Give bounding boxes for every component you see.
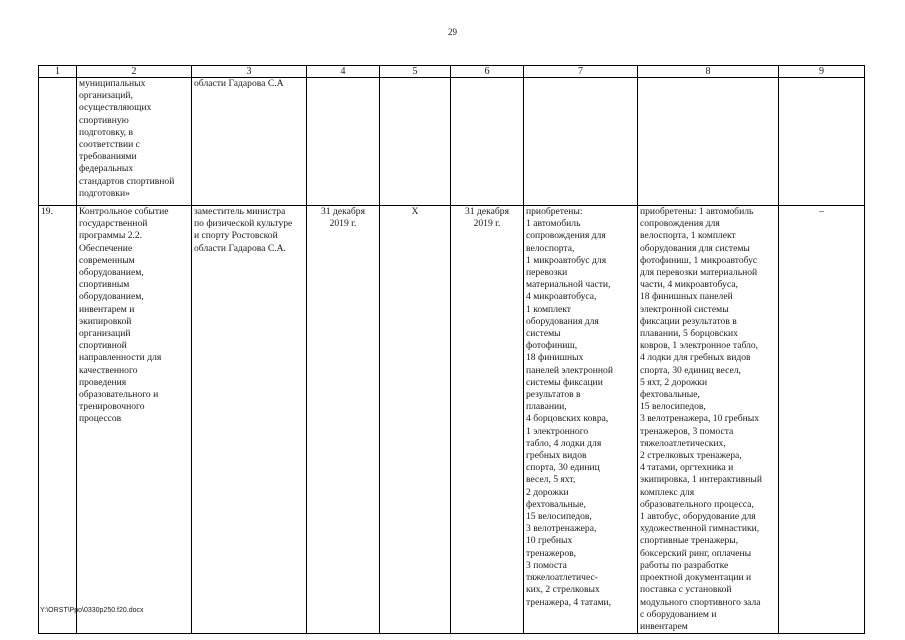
cell-event xyxy=(77,206,192,634)
cell-empty xyxy=(307,78,380,206)
column-number: 1 xyxy=(39,66,77,78)
column-number: 9 xyxy=(779,66,865,78)
report-table xyxy=(38,65,865,634)
responsible-text-continued: области Гадарова С.А xyxy=(194,78,284,89)
cell-empty xyxy=(524,78,638,206)
cell-mark: Х xyxy=(380,206,451,634)
column-number: 2 xyxy=(77,66,192,78)
cell-result-fact xyxy=(638,206,779,634)
table-row-continued xyxy=(39,78,865,206)
event-text: Контрольное событие государственной программы 2.2. Обеспечение современным оборудованием, спортивным оборудованием, инвентарем и экипировкой организаций спортивной направленности для качественного проведения образовательного и тренировочного процессов xyxy=(79,206,169,425)
cell-plan-date xyxy=(307,206,380,634)
page-number: 29 xyxy=(448,27,457,37)
result-fact-text: приобретены: 1 автомобиль сопровождения для велоспорта, 1 комплект оборудования для системы фотофиниш, 1 микроавтобус для перевозки материальной части, 4 микроавтобуса, 18 финишных панелей электронной системы фиксации результатов в плавании, 5 борцовских ковров, 1 электронное табло, 4 лодки для гребных видов спорта, 30 единиц весел, 5 яхт, 2 дорожки фехтовальные, 15 велосипедов, 3 велотренажера, 10 гребных тренажеров, 3 помоста тяжелоатлетических, 2 стрелковых тренажера, 4 татами, оргтехника и экипировка, 1 интерактивный комплекс для образовательного процесса, 1 автобус, оборудование для художественной гимнастики, спортивные тренажеры, боксерский ринг, оплачены работы по разработке проектной документации и поставка с установкой модульного спортивного зала с оборудованием и инвентарем xyxy=(640,206,762,632)
cell-note: – xyxy=(779,206,865,634)
cell-empty xyxy=(638,78,779,206)
file-path-footer: Y:\ORST\Ppo\0330p250.f20.docx xyxy=(40,607,144,614)
cell-result-plan xyxy=(524,206,638,634)
column-numbers-row xyxy=(39,66,865,78)
column-number: 4 xyxy=(307,66,380,78)
column-number: 5 xyxy=(380,66,451,78)
cell-empty xyxy=(380,78,451,206)
table-row-19 xyxy=(39,206,865,634)
column-number: 7 xyxy=(524,66,638,78)
responsible-text: заместитель министра по физической культуре и спорту Ростовской области Гадарова С.А. xyxy=(194,206,293,254)
event-text-continued: муниципальных организаций, осуществляющих спортивную подготовку, в соответствии с требованиями федеральных стандартов спортивной подготовки» xyxy=(79,78,175,199)
cell-responsible-continued xyxy=(192,78,307,206)
row-number: 19. xyxy=(39,206,77,634)
column-number: 3 xyxy=(192,66,307,78)
cell-fact-date xyxy=(451,206,524,634)
cell-empty xyxy=(779,78,865,206)
fact-date-text: 31 декабря 2019 г. xyxy=(465,206,509,230)
cell-empty xyxy=(39,78,77,206)
result-plan-text: приобретены: 1 автомобиль сопровождения для велоспорта, 1 микроавтобус для перевозки материальной части, 4 микроавтобуса, 1 комплект оборудования для системы фотофиниш, 18 финишных панелей электронной системы фиксации результатов в плавании, 4 борцовских ковра, 1 электронного табло, 4 лодки для гребных видов спорта, 30 единиц весел, 5 яхт, 2 дорожки фехтовальные, 15 велосипедов, 3 велотренажера, 10 гребных тренажеров, 3 помоста тяжелоатлетичес- ких, 2 стрелковых тренажера, 4 татами, xyxy=(526,206,613,608)
cell-event-continued xyxy=(77,78,192,206)
column-number: 8 xyxy=(638,66,779,78)
column-number: 6 xyxy=(451,66,524,78)
cell-responsible xyxy=(192,206,307,634)
plan-date-text: 31 декабря 2019 г. xyxy=(321,206,365,230)
cell-empty xyxy=(451,78,524,206)
